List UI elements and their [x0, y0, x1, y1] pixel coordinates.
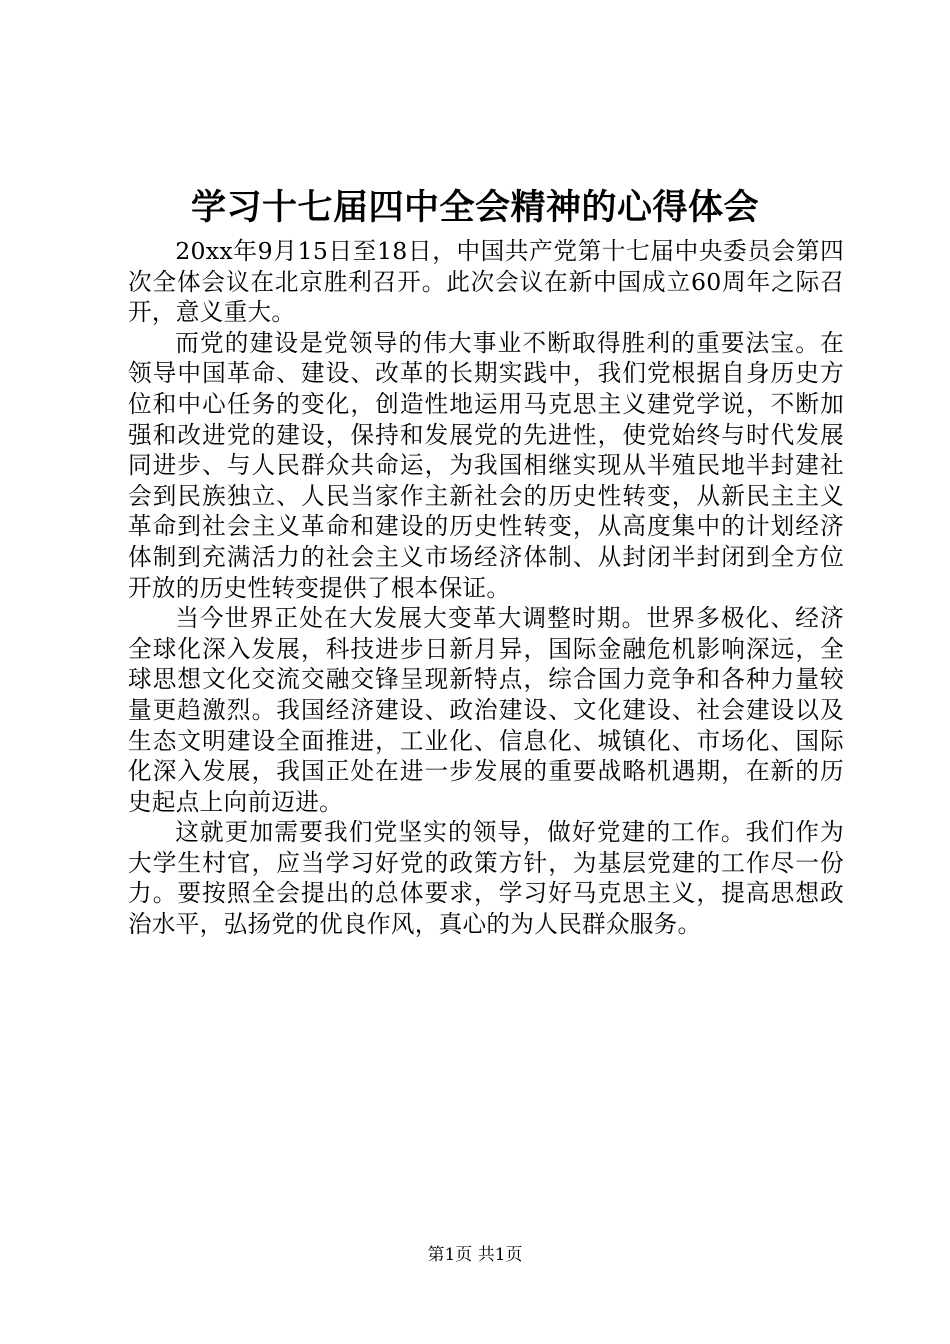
paragraph-1: 20xx年9月15日至18日，中国共产党第十七届中央委员会第四次全体会议在北京胜利召开。此次会议在新中国成立60周年之际召开，意义重大。: [128, 237, 844, 327]
paragraph-3: 当今世界正处在大发展大变革大调整时期。世界多极化、经济全球化深入发展，科技进步日新月异，国际金融危机影响深远，全球思想文化交流交融交锋呈现新特点，综合国力竞争和各种力量较量更趋激烈。我国经济建设、政治建设、文化建设、社会建设以及生态文明建设全面推进，工业化、信息化、城镇化、市场化、国际化深入发展，我国正处在进一步发展的重要战略机遇期，在新的历史起点上向前迈进。: [128, 604, 844, 816]
document-title: 学习十七届四中全会精神的心得体会: [190, 187, 759, 228]
page-footer: 第1页 共1页: [427, 1245, 523, 1265]
paragraph-4: 这就更加需要我们党坚实的领导，做好党建的工作。我们作为大学生村官，应当学习好党的政策方针，为基层党建的工作尽一份力。要按照全会提出的总体要求，学习好马克思主义，提高思想政治水平，弘扬党的优良作风，真心的为人民群众服务。: [128, 818, 844, 939]
paragraph-2: 而党的建设是党领导的伟大事业不断取得胜利的重要法宝。在领导中国革命、建设、改革的长期实践中，我们党根据自身历史方位和中心任务的变化，创造性地运用马克思主义建党学说，不断加强和改进党的建设，保持和发展党的先进性，使党始终与时代发展同进步、与人民群众共命运，为我国相继实现从半殖民地半封建社会到民族独立、人民当家作主新社会的历史性转变，从新民主主义革命到社会主义革命和建设的历史性转变，从高度集中的计划经济体制到充满活力的社会主义市场经济体制、从封闭半封闭到全方位开放的历史性转变提供了根本保证。: [128, 328, 844, 602]
document-body: [128, 236, 844, 940]
